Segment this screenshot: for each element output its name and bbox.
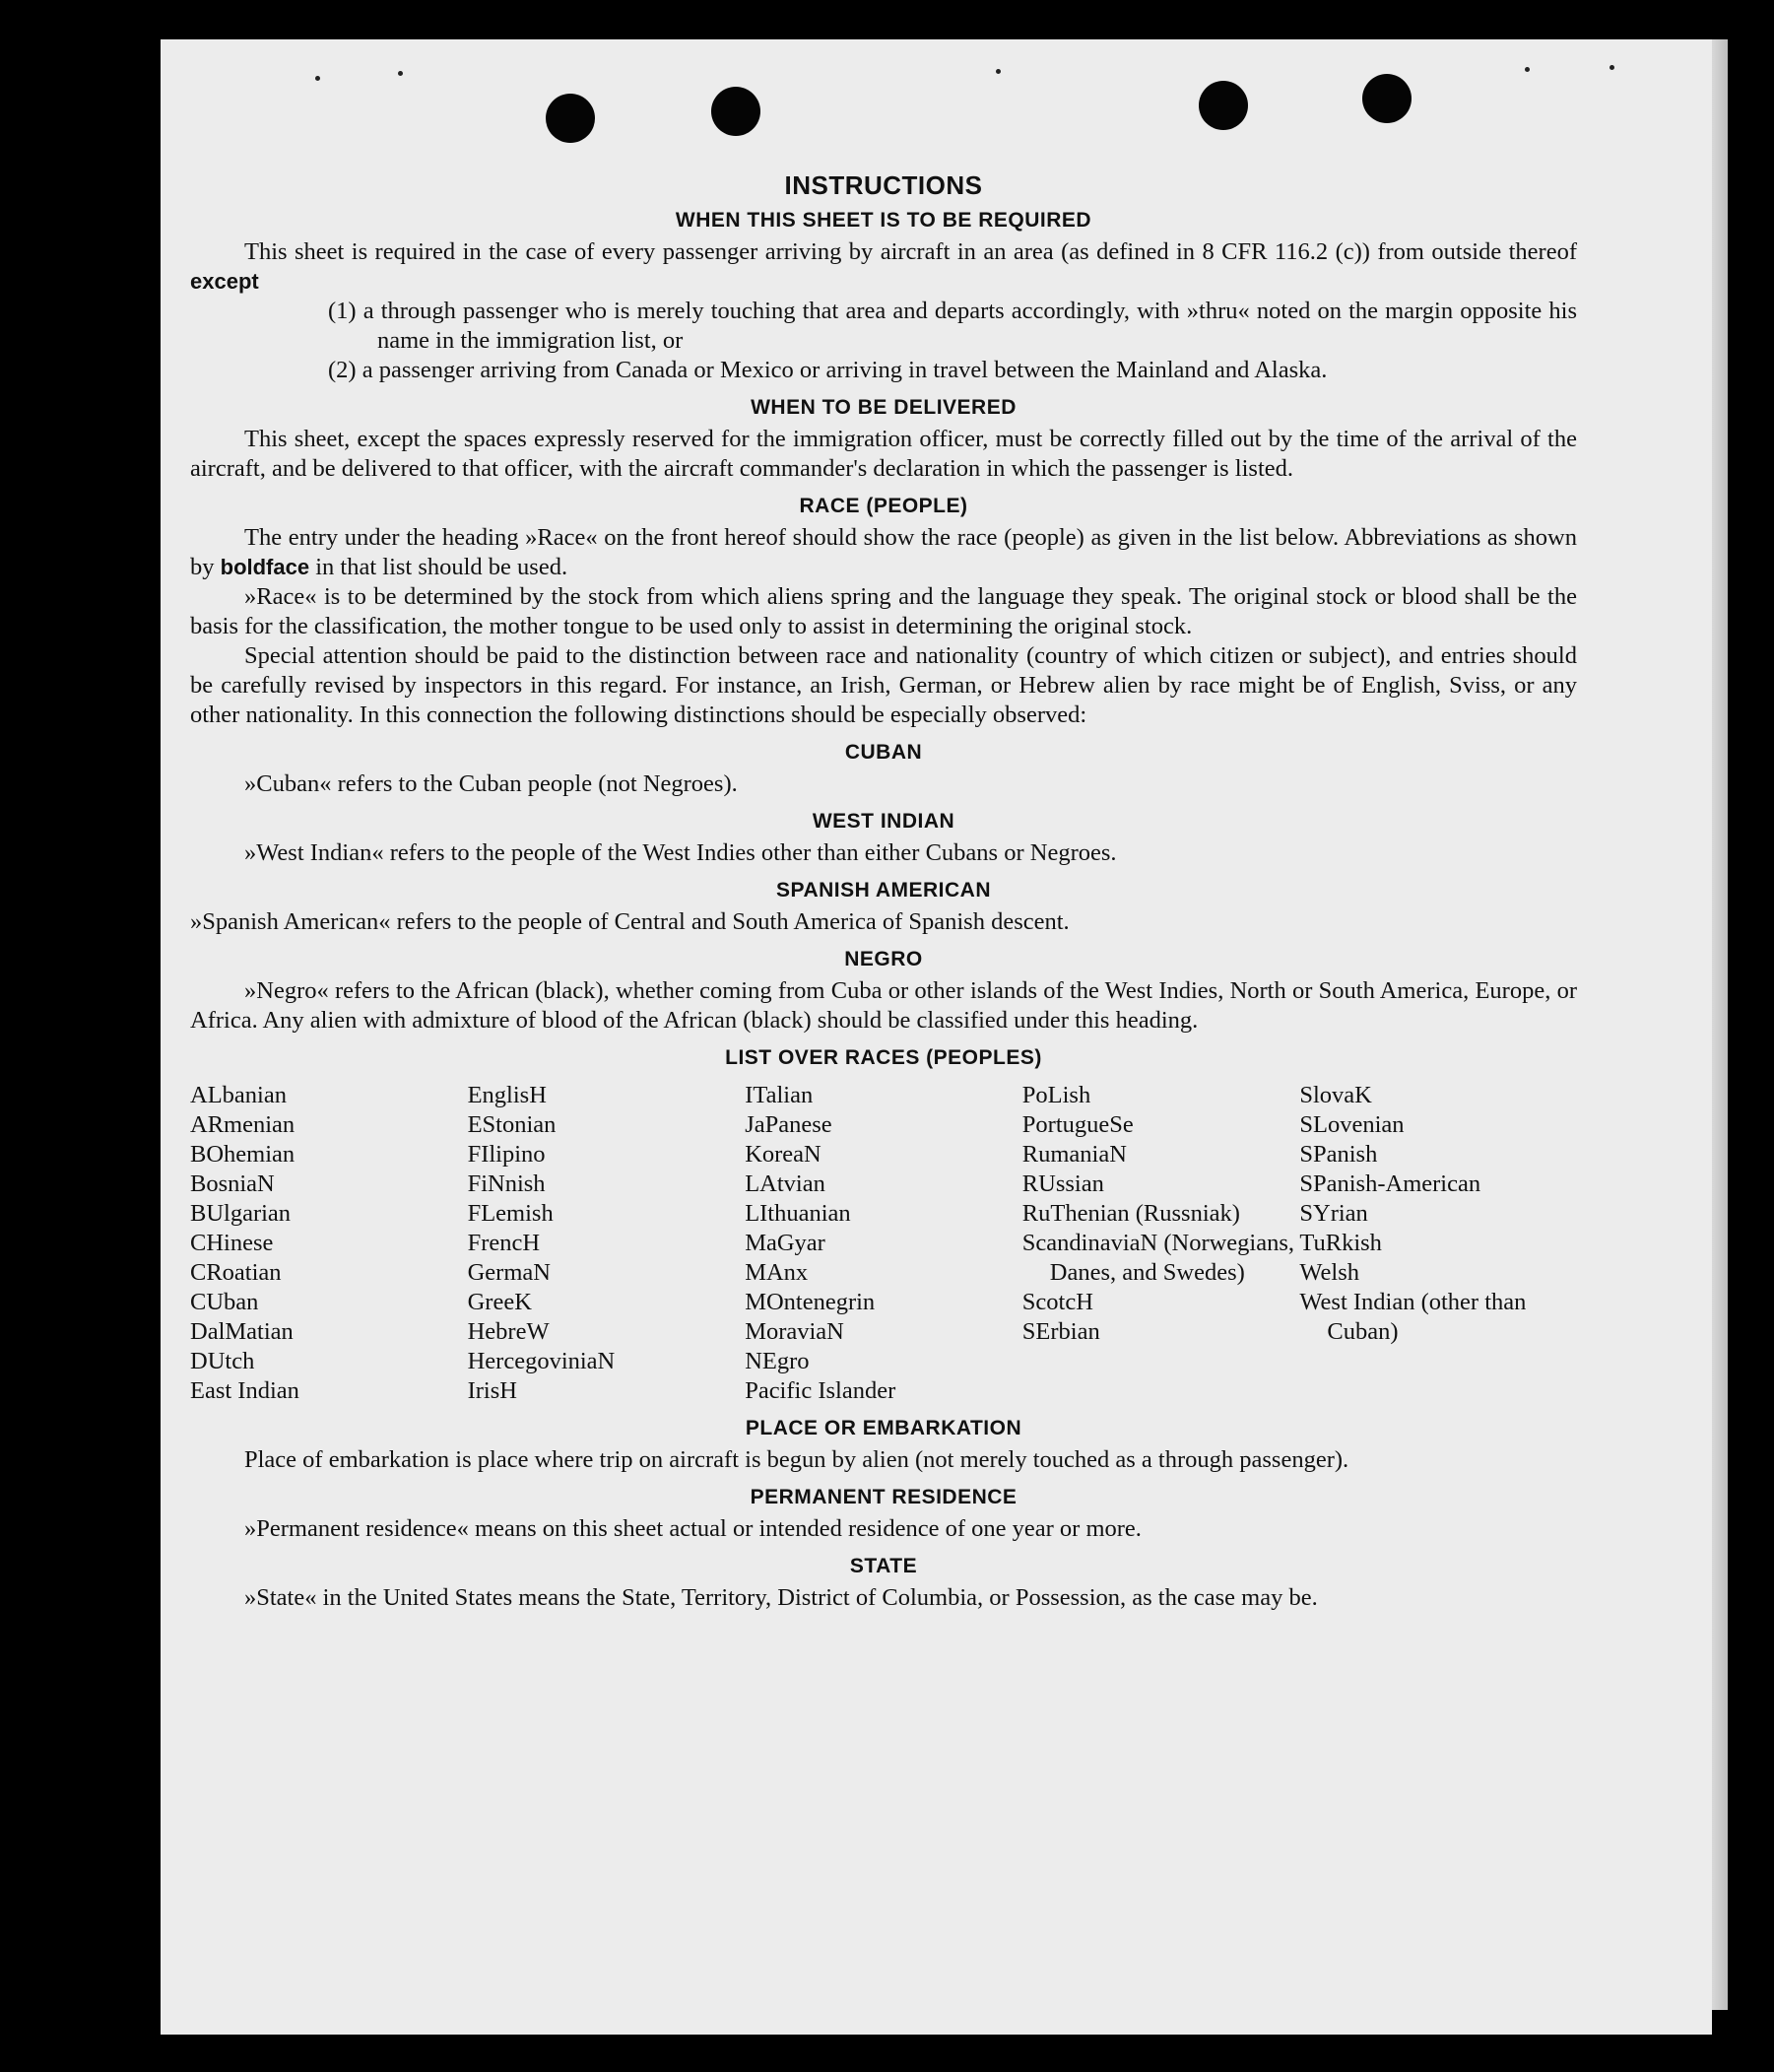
section-heading: NEGRO bbox=[844, 948, 923, 970]
paragraph: »West Indian« refers to the people of the West Indies other than either Cubans or Negroes. bbox=[244, 839, 1117, 866]
race-item: JaPanese bbox=[745, 1111, 832, 1138]
race-item: BOhemian bbox=[190, 1141, 296, 1168]
dust-speck bbox=[1525, 67, 1530, 72]
dust-speck bbox=[315, 76, 320, 81]
race-item: ITalian bbox=[745, 1082, 814, 1108]
race-item: FLemish bbox=[467, 1200, 554, 1227]
race-item: PortugueSe bbox=[1021, 1111, 1134, 1138]
race-item: East Indian bbox=[190, 1377, 299, 1404]
punch-hole bbox=[1199, 81, 1248, 130]
race-item: MOntenegrin bbox=[745, 1289, 876, 1315]
paragraph-text: The entry under the heading »Race« on the front hereof should show the race (people) as given in the list below. Abbreviations as shown by bbox=[190, 524, 1577, 580]
race-item: KoreaN bbox=[745, 1141, 821, 1168]
section-heading: RACE (PEOPLE) bbox=[799, 495, 968, 517]
race-item: West Indian (other than Cuban) bbox=[1299, 1289, 1527, 1345]
paragraph: »Negro« refers to the African (black), whether coming from Cuba or other islands of the West Indies, North or South America, Europe, or Africa. Any alien with admixture of blood of the African (black) should be classified under this heading. bbox=[190, 977, 1577, 1034]
race-item: RumaniaN bbox=[1021, 1141, 1127, 1168]
dust-speck bbox=[398, 71, 403, 76]
race-item: HebreW bbox=[467, 1318, 550, 1345]
race-item: EStonian bbox=[467, 1111, 557, 1138]
race-item: PoLish bbox=[1021, 1082, 1091, 1108]
punch-hole bbox=[1362, 74, 1412, 123]
race-item: FIlipino bbox=[467, 1141, 546, 1168]
section-heading: WEST INDIAN bbox=[812, 810, 955, 833]
bold-keyword: except bbox=[190, 269, 259, 294]
race-item: Pacific Islander bbox=[745, 1377, 896, 1404]
section-heading: LIST OVER RACES (PEOPLES) bbox=[725, 1046, 1042, 1069]
race-column bbox=[1022, 1081, 1300, 1406]
race-item: ALbanian bbox=[190, 1082, 287, 1108]
paragraph bbox=[190, 237, 1577, 297]
race-list bbox=[190, 1081, 1577, 1406]
dust-speck bbox=[1610, 65, 1614, 70]
page-title: INSTRUCTIONS bbox=[784, 170, 983, 200]
instructions-content bbox=[190, 172, 1577, 1613]
race-item: BosniaN bbox=[190, 1170, 275, 1197]
race-item: SLovenian bbox=[1299, 1111, 1405, 1138]
race-item: BUlgarian bbox=[190, 1200, 292, 1227]
race-item: SErbian bbox=[1021, 1318, 1100, 1345]
race-item: DUtch bbox=[190, 1348, 255, 1374]
paragraph: »Spanish American« refers to the people of Central and South America of Spanish descent. bbox=[190, 908, 1070, 935]
race-item: MoraviaN bbox=[745, 1318, 844, 1345]
paragraph: Place of embarkation is place where trip on aircraft is begun by alien (not merely touched as a through passenger). bbox=[244, 1446, 1349, 1473]
race-item: SPanish bbox=[1299, 1141, 1378, 1168]
race-item: IrisH bbox=[467, 1377, 517, 1404]
section-heading: CUBAN bbox=[844, 741, 923, 764]
race-item: MaGyar bbox=[745, 1230, 825, 1256]
race-item: SlovaK bbox=[1299, 1082, 1372, 1108]
section-heading: WHEN TO BE DELIVERED bbox=[751, 396, 1017, 419]
race-item: ARmenian bbox=[190, 1111, 296, 1138]
race-item: LAtvian bbox=[745, 1170, 825, 1197]
race-item: FrencH bbox=[467, 1230, 541, 1256]
punch-hole bbox=[546, 94, 595, 143]
race-item: HercegoviniaN bbox=[467, 1348, 616, 1374]
list-item: (1) a through passenger who is merely touching that area and departs accordingly, with »thru« noted on the margin opposite his name in the immigration list, or bbox=[328, 298, 1577, 354]
race-item: NEgro bbox=[745, 1348, 810, 1374]
race-item: SYrian bbox=[1299, 1200, 1368, 1227]
section-heading: PLACE OR EMBARKATION bbox=[745, 1417, 1022, 1439]
race-item: GreeK bbox=[467, 1289, 532, 1315]
paragraph-text: in that list should be used. bbox=[315, 554, 568, 580]
paragraph-text: This sheet is required in the case of every passenger arriving by aircraft in an area (as defined in 8 CFR 116.2 (c)) from outside thereof bbox=[244, 238, 1577, 265]
race-column bbox=[468, 1081, 746, 1406]
race-item: TuRkish bbox=[1299, 1230, 1382, 1256]
paragraph: »State« in the United States means the State, Territory, District of Columbia, or Possession, as the case may be. bbox=[244, 1584, 1318, 1611]
section-heading: SPANISH AMERICAN bbox=[775, 879, 991, 902]
bold-keyword: boldface bbox=[220, 555, 310, 579]
punch-hole bbox=[711, 87, 760, 136]
dust-speck bbox=[996, 69, 1001, 74]
paragraph: »Race« is to be determined by the stock from which aliens spring and the language they speak. The original stock or blood shall be the basis for the classification, the mother tongue to be used only to assist in determining the original stock. bbox=[190, 583, 1577, 639]
race-item: EnglisH bbox=[467, 1082, 547, 1108]
page-edge bbox=[1712, 39, 1728, 2010]
race-column bbox=[1299, 1081, 1577, 1406]
race-item: CHinese bbox=[190, 1230, 274, 1256]
race-item: ScotcH bbox=[1021, 1289, 1093, 1315]
section-heading: STATE bbox=[849, 1555, 918, 1577]
race-item: MAnx bbox=[745, 1259, 809, 1286]
race-item: RuThenian (Russniak) bbox=[1021, 1200, 1240, 1227]
race-item: CUban bbox=[190, 1289, 259, 1315]
race-item: RUssian bbox=[1021, 1170, 1104, 1197]
race-item: ScandinaviaN (Norwegians, Danes, and Swedes) bbox=[1021, 1230, 1295, 1286]
paragraph bbox=[190, 523, 1577, 582]
race-column bbox=[745, 1081, 1022, 1406]
paragraph: This sheet, except the spaces expressly reserved for the immigration officer, must be correctly filled out by the time of the arrival of the aircraft, and be delivered to that officer, with the aircraft commander's declaration in which the passenger is listed. bbox=[190, 426, 1577, 482]
race-item: CRoatian bbox=[190, 1259, 282, 1286]
race-column bbox=[190, 1081, 468, 1406]
race-item: Welsh bbox=[1299, 1259, 1360, 1286]
paragraph: »Cuban« refers to the Cuban people (not Negroes). bbox=[244, 770, 738, 797]
race-item: SPanish-American bbox=[1299, 1170, 1481, 1197]
section-heading: WHEN THIS SHEET IS TO BE REQUIRED bbox=[675, 209, 1092, 232]
race-item: GermaN bbox=[467, 1259, 551, 1286]
paragraph: »Permanent residence« means on this sheet actual or intended residence of one year or more. bbox=[244, 1515, 1142, 1542]
section-heading: PERMANENT RESIDENCE bbox=[750, 1486, 1018, 1508]
race-item: DalMatian bbox=[190, 1318, 294, 1345]
race-item: FiNnish bbox=[467, 1170, 546, 1197]
list-item: (2) a passenger arriving from Canada or Mexico or arriving in travel between the Mainland and Alaska. bbox=[328, 357, 1328, 383]
paragraph: Special attention should be paid to the distinction between race and nationality (country of which citizen or subject), and entries should be carefully revised by inspectors in this regard. For instance, an Irish, German, or Hebrew alien by race might be of English, Sviss, or any other nationality. In this connection the following distinctions should be especially observed: bbox=[190, 642, 1577, 728]
race-item: LIthuanian bbox=[745, 1200, 851, 1227]
